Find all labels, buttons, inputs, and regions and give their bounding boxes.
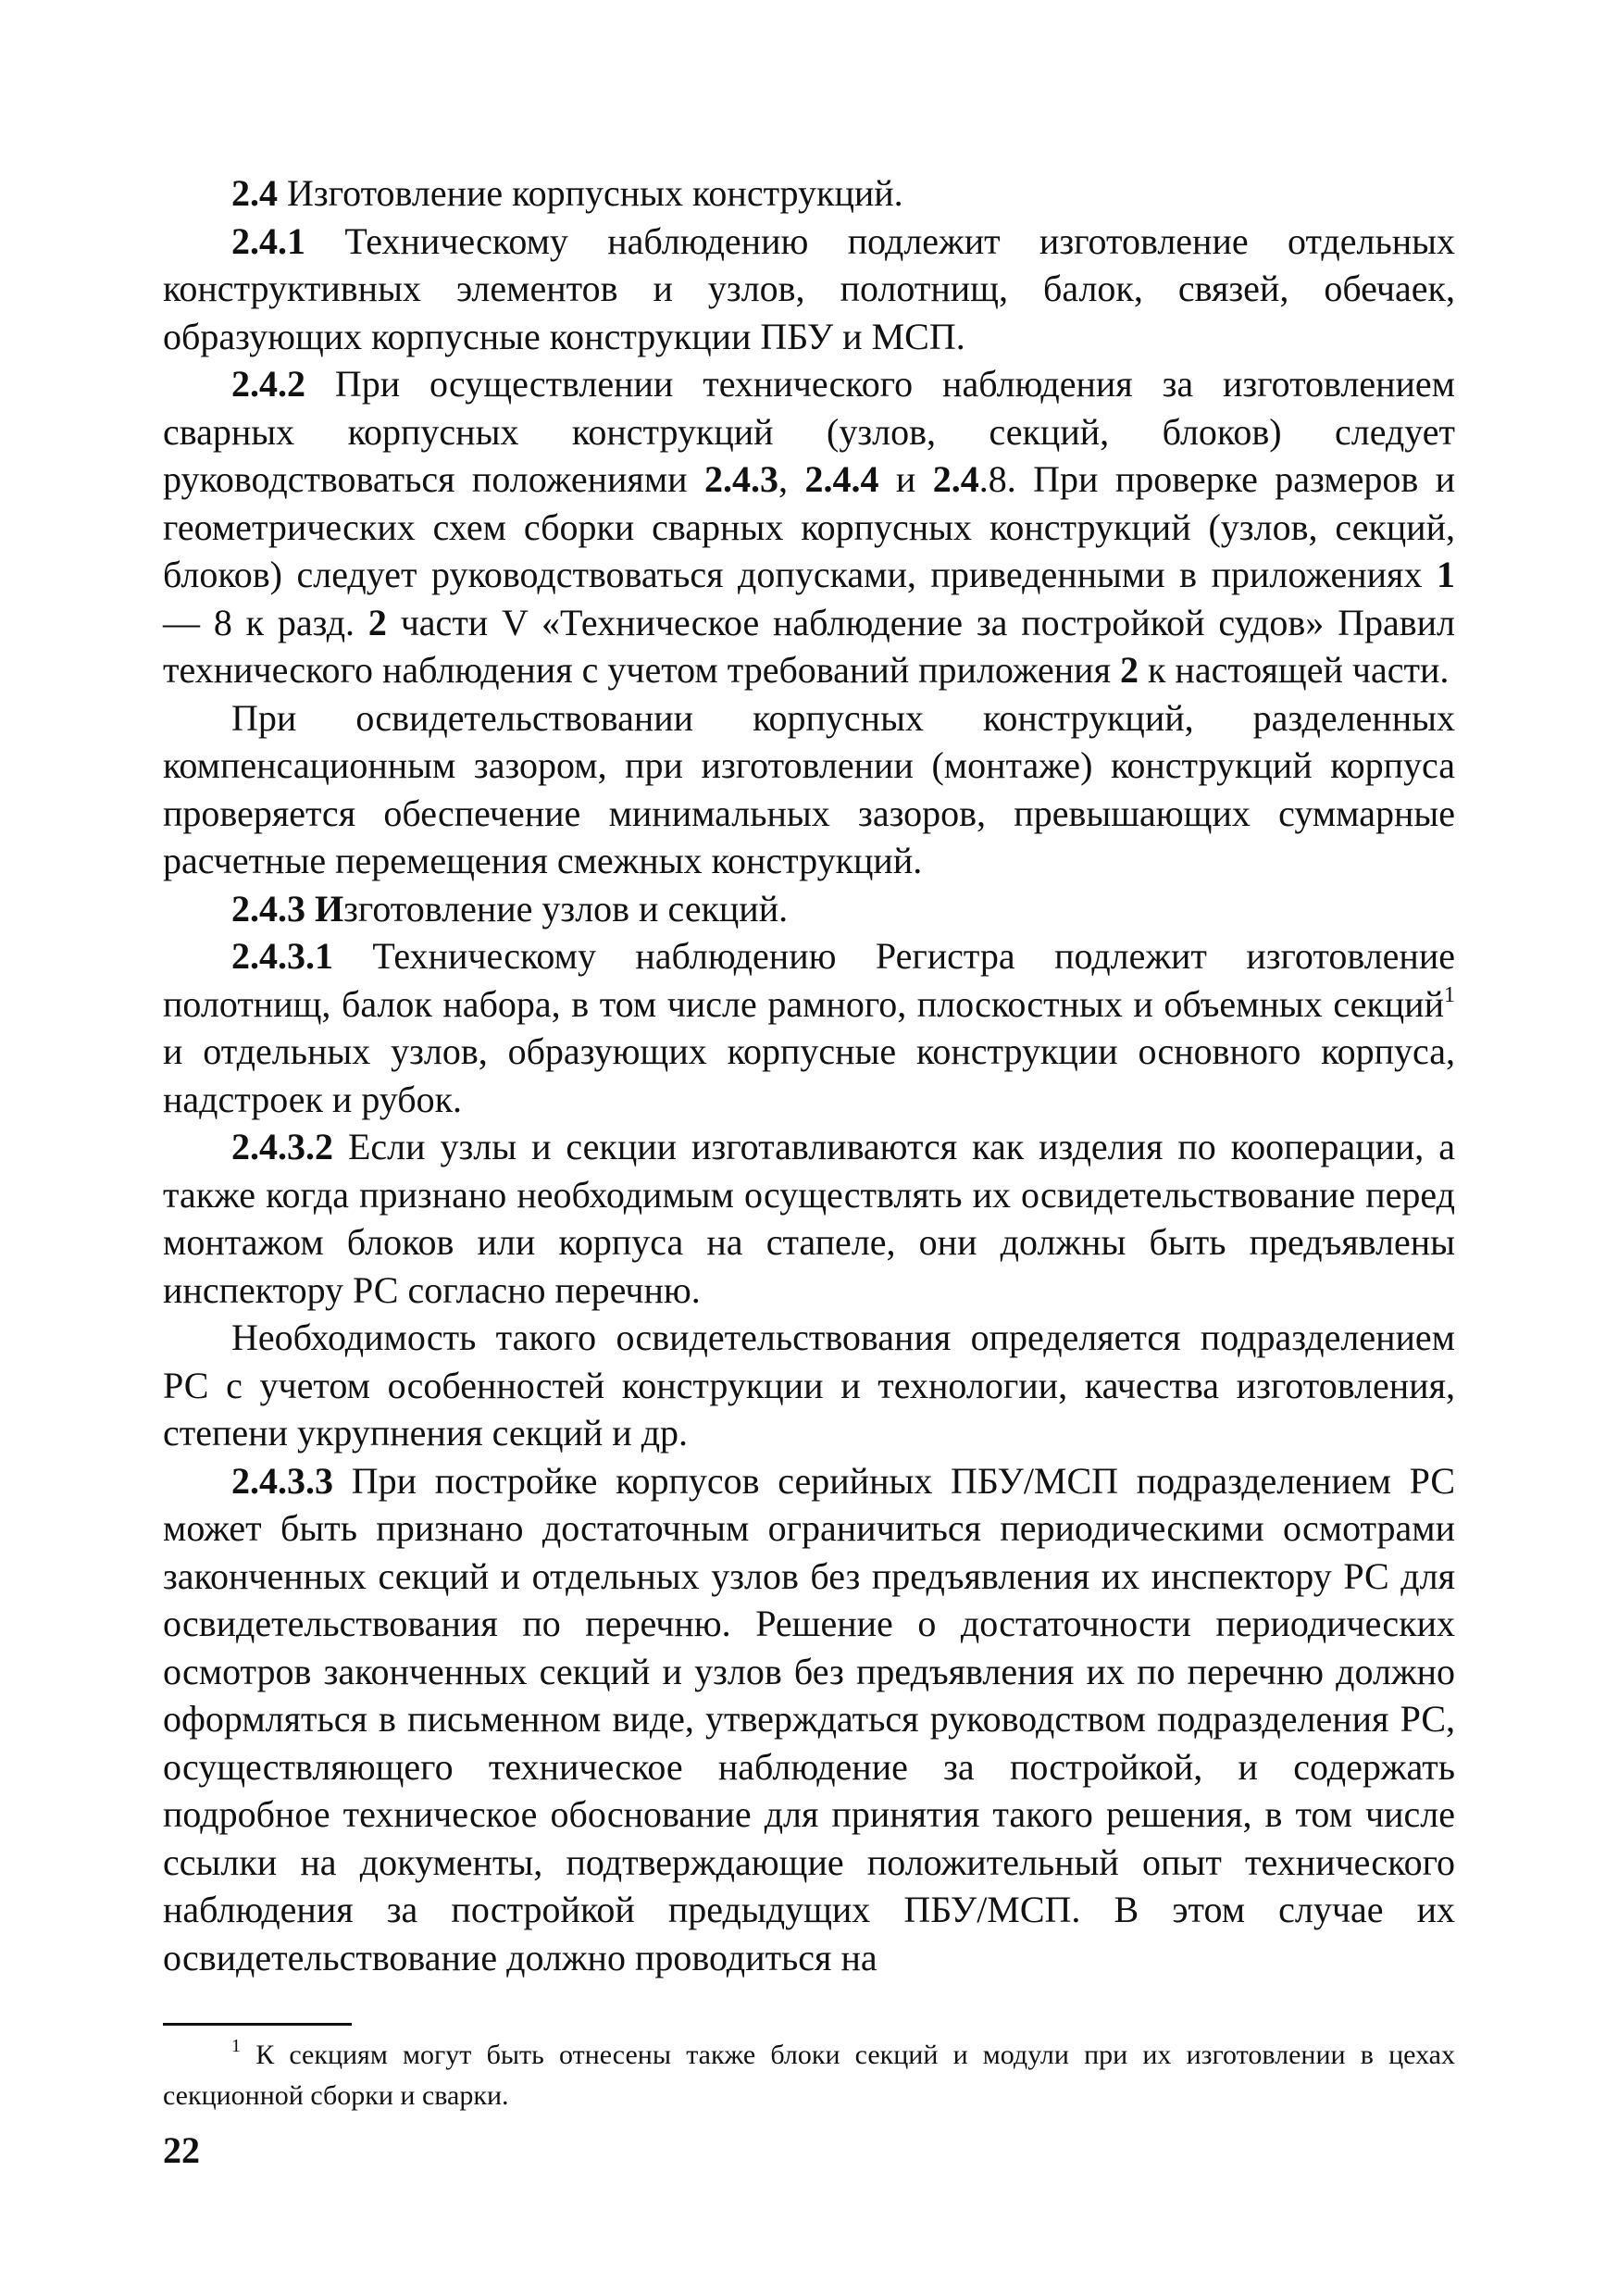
- paragraph-2-4-3-3: [163, 1457, 1455, 1982]
- conjunction: и: [895, 458, 916, 500]
- paragraph-number: 2.4.3.2: [231, 1126, 333, 1167]
- heading-initial: И: [315, 887, 344, 930]
- paragraph-text: и отдельных узлов, образующих корпусные конструкции основного корпуса, надстроек и рубок.: [163, 1030, 1455, 1120]
- paragraph-text: к настоящей части.: [1147, 649, 1450, 691]
- paragraph-number: 2.4.1: [231, 219, 305, 262]
- footnote-reference: 1: [1444, 982, 1455, 1007]
- separator: ,: [778, 458, 788, 500]
- section-heading-number: 2.4: [231, 172, 278, 214]
- subsection-heading-2-4-3: [163, 885, 1455, 933]
- paragraph-text: . При проверке размеров и геометрических схем сборки сварных корпусных конструкций (узлов, секций, блоков) следует руководствоваться допусками, приведенными в приложениях: [163, 458, 1456, 595]
- cross-reference: 8: [213, 601, 232, 643]
- paragraph-text: При освидетельствовании корпусных конструкций, разделенных компенсационным зазором, при изготовлении (монтаже) конструкций корпуса проверяется обеспечение минимальных зазоров, превышающих суммарные расчетные перемещения смежных конструкций.: [163, 696, 1455, 881]
- cross-reference: 2: [367, 601, 387, 643]
- footnote-divider: [163, 2023, 352, 2026]
- paragraph-text: При осуществлении технического наблюдения за изготовлением сварных корпусных конструкций (узлов, секций, блоков) следует руководствоваться положениями: [163, 363, 1455, 500]
- footnote-mark: 1: [231, 2036, 241, 2056]
- paragraph-text: Техническому наблюдению Регистра подлежит изготовление полотнищ, балок набора, в том числе рамного, плоскостных и объемных секций: [163, 935, 1456, 1025]
- paragraph-text: к разд.: [245, 601, 355, 643]
- paragraph-text: Необходимость такого освидетельствования определяется подразделением РС с учетом особенностей конструкции и технологии, качества изготовления, степени укрупнения секций и др.: [163, 1316, 1455, 1454]
- paragraph-text: части V «Техническое наблюдение за постройкой судов» Правил технического наблюдения с учетом требований приложения: [163, 601, 1455, 691]
- paragraph-number: 2.4.3.3: [231, 1459, 333, 1502]
- cross-reference: 2: [1119, 649, 1139, 691]
- cross-reference: 2.4.3: [704, 458, 778, 500]
- paragraph-2-4-3-2-continued: [163, 1314, 1455, 1457]
- page-number: 22: [163, 2129, 200, 2171]
- paragraph-number: 2.4.3.1: [231, 935, 333, 977]
- section-heading-text: Изготовление корпусных конструкций.: [287, 172, 903, 214]
- paragraph-2-4-3-2: [163, 1123, 1455, 1314]
- section-heading: [163, 169, 1455, 218]
- range-dash: —: [163, 601, 200, 643]
- paragraph-2-4-2-continued: [163, 694, 1455, 885]
- paragraph-2-4-2: [163, 360, 1455, 694]
- paragraph-text: При постройке корпусов серийных ПБУ/МСП подразделением РС может быть признано достаточным ограничиться периодическими осмотрами законченных секций и отдельных узлов без предъявления их инспектору РС для освидетельствования по перечню. Решение о достаточности периодических осмотров законченных секций и узлов без предъявления их по перечню должно оформляться в письменном виде, утверждаться руководством подразделения РС, осуществляющего техническое наблюдение за постройкой, и содержать подробное техническое обоснование для принятия такого решения, в том числе ссылки на документы, подтверждающие положительный опыт технического наблюдения за постройкой предыдущих ПБУ/МСП. В этом случае их освидетельствование должно проводиться на: [163, 1459, 1456, 1978]
- cross-reference: 2.4: [932, 458, 979, 500]
- cross-reference: 1: [1437, 554, 1455, 595]
- footnote-text: К секциям могут быть отнесены также блоки секций и модули при их изготовлении в цехах секционной сборки и сварки.: [163, 2040, 1456, 2111]
- heading-text: зготовление узлов и секций.: [343, 887, 789, 930]
- page-body: [163, 169, 1455, 1981]
- paragraph-number: 2.4.2: [231, 363, 305, 405]
- cross-reference-tail: .8: [978, 458, 1007, 500]
- paragraph-text: Техническому наблюдению подлежит изготовление отдельных конструктивных элементов и узлов, полотнищ, балок, связей, обечаек, образующих корпусные конструкции ПБУ и МСП.: [163, 219, 1455, 357]
- paragraph-number: 2.4.3: [231, 887, 305, 930]
- paragraph-2-4-1: [163, 218, 1455, 361]
- footnote: [163, 2035, 1455, 2116]
- paragraph-2-4-3-1: [163, 932, 1455, 1123]
- cross-reference: 2.4.4: [804, 458, 879, 500]
- paragraph-text: Если узлы и секции изготавливаются как изделия по кооперации, а также когда признано необходимым осуществлять их освидетельствование перед монтажом блоков или корпуса на стапеле, они должны быть предъявлены инспектору РС согласно перечню.: [163, 1126, 1456, 1311]
